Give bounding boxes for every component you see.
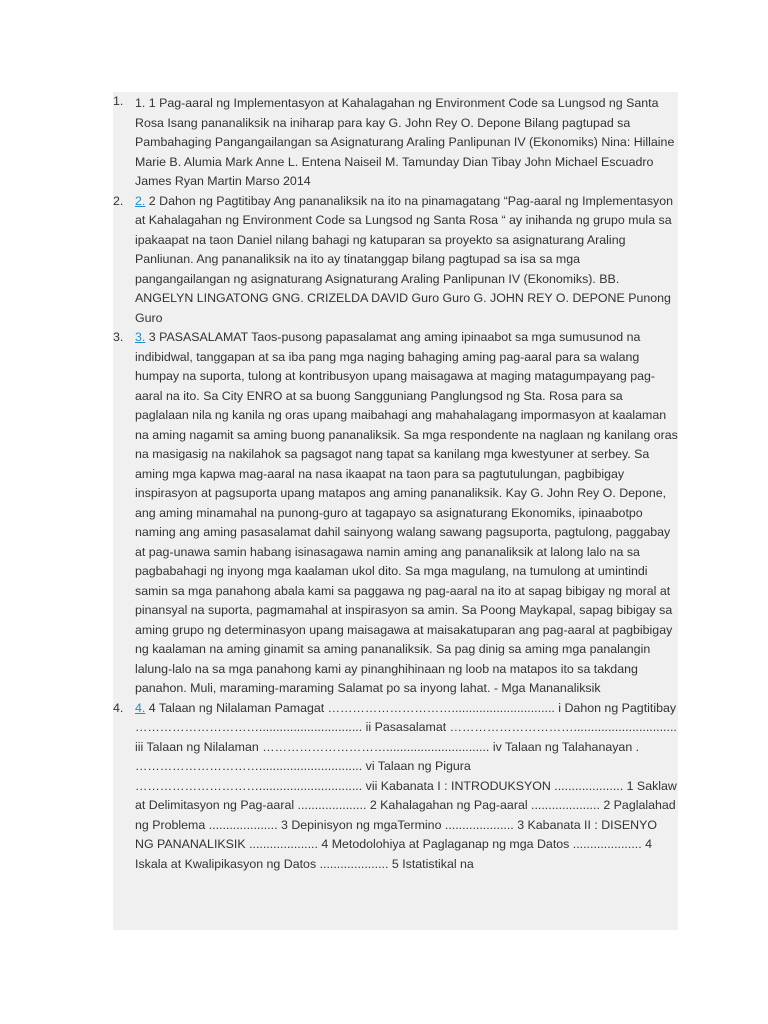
item-number: 4. xyxy=(113,700,124,715)
item-text: 3 PASASALAMAT Taos-pusong papasalamat ang aming ipinaabot sa mga sumusunod na indibidwal, tanggapan at sa iba pang mga naging bahaging aming pag-aaral para sa walang humpay na suporta, tulong at kontribusyon upang maisagawa at maging matagumpayang pag-aaral na ito. Sa City ENRO at sa buong Sangguniang Panglungsod ng Sta. Rosa para sa paglalaan nila ng kanila ng oras upang maibahagi ang mahahalagang impormasyon at kaalaman na aming nagamit sa aming buong pananaliksik. Sa mga respondente na naglaan ng kanilang oras na masigasig na nakilahok sa pagsagot nang tapat sa kanilang mga kwestyuner at serbey. Sa aming mga kapwa mag-aaral na nasa ikaapat na taon para sa pagtutulungan, pagbibigay inspirasyon at pagsuporta upang matapos ang aming pananaliksik. Kay G. John Rey O. Depone, ang aming minamahal na punong-guro at tagapayo sa asignaturang Ekonomiks, ipinaabotpo naming ang aming pasasalamat dahil sainyong walang sawang pagsuporta, pagtulong, paggabay at pag-unawa samin habang isinasagawa namin aming ang pananaliksik at lalong lalo na sa pagbabahagi ng inyong mga kaalaman ukol dito. Sa mga magulang, na tumulong at umintindi samin sa mga panahong abala kami sa paggawa ng pag-aaral na ito at sapag bibigay ng moral at pinansyal na suporta, pagmamahal at inspirasyon sa amin. Sa Poong Maykapal, sapag bibigay sa aming grupo ng determinasyon upang maisagawa at maisakatuparan ang pag-aaral at pagbibigay ng kaalaman na aming ginamit sa aming pananaliksik. Sa pag dinig sa aming mga panalangin lalung-lalo na sa mga panahong kami ay pinanghihinaan ng loob na matapos ito sa takdang panahon. Muli, maraming-maraming Salamat po sa inyong lahat. - Mga Mananaliksik xyxy=(135,330,678,695)
item-number: 1. xyxy=(113,94,124,108)
list-item xyxy=(113,699,678,875)
list-item xyxy=(113,192,678,329)
item-number: 2. xyxy=(113,193,124,208)
document-preview xyxy=(113,92,678,930)
page-list xyxy=(113,92,678,874)
page-link[interactable]: 2. xyxy=(135,193,146,208)
list-item xyxy=(113,328,678,699)
list-item xyxy=(113,92,678,192)
item-text: 1. 1 Pag-aaral ng Implementasyon at Kahalagahan ng Environment Code sa Lungsod ng Santa Rosa Isang pananaliksik na iniharap para kay G. John Rey O. Depone Bilang pagtupad sa Pambahaging Pangangailangan sa Asignaturang Araling Panlipunan IV (Ekonomiks) Nina: Hillaine Marie B. Alumia Mark Anne L. Entena Naiseil M. Tamunday Dian Tibay John Michael Escuadro James Ryan Martin Marso 2014 xyxy=(135,96,675,188)
page-link[interactable]: 4. xyxy=(135,700,146,715)
page-link[interactable]: 3. xyxy=(135,330,146,344)
item-text: 2 Dahon ng Pagtitibay Ang pananaliksik na ito na pinamagatang “Pag-aaral ng Implementasyon at Kahalagahan ng Environment Code sa Lungsod ng Santa Rosa “ ay inihanda ng grupo mula sa ipakaapat na taon Daniel nilang bahagi ng katuparan sa proyekto sa asignaturang Araling Panliunan. Ang pananaliksik na ito ay tinatanggap bilang pagtupad sa isa sa mga pangangailangan ng asignaturang Asignaturang Araling Panlipunan IV (Ekonomiks). BB. ANGELYN LINGATONG GNG. CRIZELDA DAVID Guro Guro G. JOHN REY O. DEPONE Punong Guro xyxy=(135,193,673,325)
item-number: 3. xyxy=(113,330,124,344)
item-text: 4 Talaan ng Nilalaman Pamagat ………………………….............................. i Dahon ng Pagtitibay ………………………….............................. ii Pasasalamat ………………………….............................. iii Talaan ng Nilalaman ………………………….............................. iv Talaan ng Talahanayan . ………………………….............................. vi Talaan ng Pigura ………………………….............................. vii Kabanata I : INTRODUKSYON .................... 1 Saklaw at Delimitasyon ng Pag-aaral .................... 2 Kahalagahan ng Pag-aaral .................... 2 Paglalahad ng Problema .................... 3 Depinisyon ng mgaTermino .................... 3 Kabanata II : DISENYO NG PANANALIKSIK .................... 4 Metodolohiya at Paglaganap ng mga Datos .................... 4 Iskala at Kwalipikasyon ng Datos .................... 5 Istatistikal na xyxy=(135,700,677,871)
